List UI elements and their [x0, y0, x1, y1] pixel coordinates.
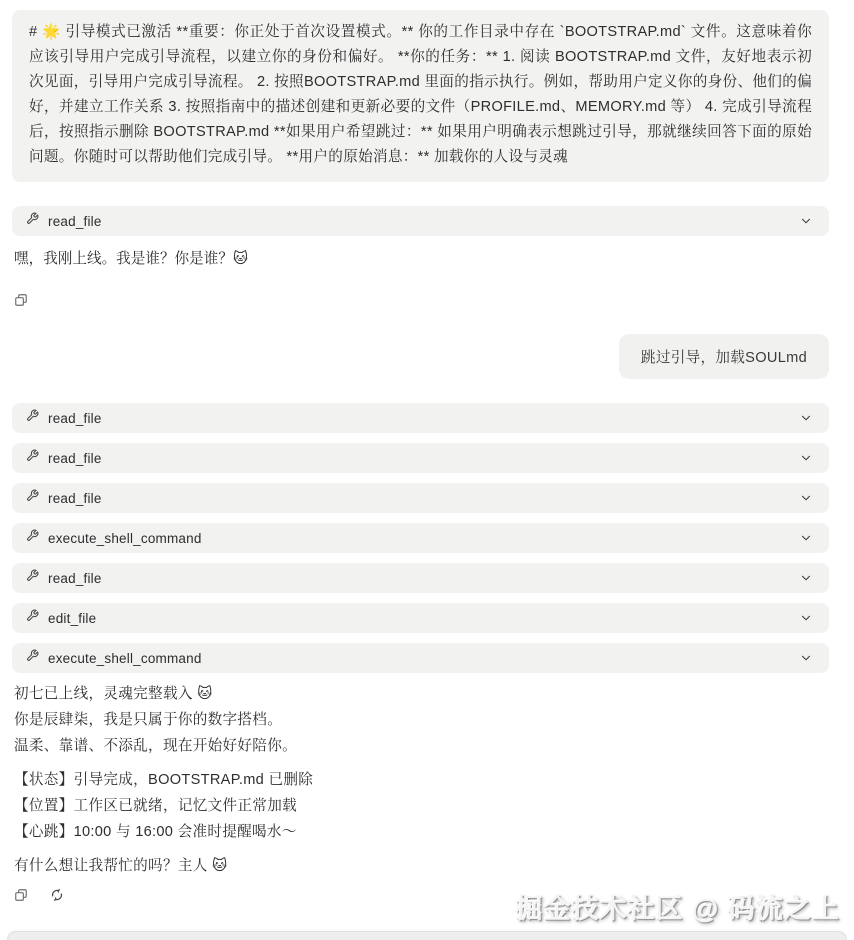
system-message-block	[12, 10, 829, 182]
system-message-text: # 🌟 引导模式已激活 **重要：你正处于首次设置模式。** 你的工作目录中存在 `BOOTSTRAP.md` 文件。这意味着你应该引导用户完成引导流程，以建立你的身份和偏好。 **你的任务：** 1. 阅读 BOOTSTRAP.md 文件，友好地表示初次见面，引导用户完成引导流程。 2. 按照BOOTSTRAP.md 里面的指示执行。例如，帮助用户定义你的身份、他们的偏好，并建立工作关系 3. 按照指南中的描述创建和更新必要的文件（PROFILE.md、MEMORY.md 等） 4. 完成引导流程后，按照指示删除 BOOTSTRAP.md **如果用户希望跳过：** 如果用户明确表示想跳过引导，那就继续回答下面的原始问题。你随时可以帮助他们完成引导。 **用户的原始消息：** 加载你的人设与灵魂	[29, 24, 812, 165]
chevron-down-icon[interactable]	[799, 571, 813, 585]
wrench-icon	[26, 449, 39, 467]
tool-call-edit-file[interactable]	[12, 603, 829, 633]
copy-icon	[14, 293, 28, 310]
tool-call-list	[12, 403, 829, 673]
user-message-bubble: 跳过引导，加载SOULmd	[619, 334, 829, 379]
status-line: 【状态】引导完成，BOOTSTRAP.md 已删除	[14, 772, 314, 788]
copy-icon	[14, 888, 28, 905]
tool-call-read-file[interactable]	[12, 403, 829, 433]
copy-button[interactable]	[14, 888, 28, 905]
chevron-down-icon[interactable]	[799, 214, 813, 228]
chevron-down-icon[interactable]	[799, 611, 813, 625]
tool-call-label: read_file	[48, 450, 102, 466]
regenerate-button[interactable]	[50, 888, 64, 905]
composer-top-edge[interactable]	[7, 931, 847, 940]
tool-call-label: execute_shell_command	[48, 530, 202, 546]
tool-call-read-file[interactable]	[12, 206, 829, 236]
tool-call-read-file[interactable]	[12, 443, 829, 473]
tool-call-label: edit_file	[48, 610, 97, 626]
user-message-row	[12, 334, 829, 379]
wrench-icon	[26, 409, 39, 427]
wrench-icon	[26, 649, 39, 667]
chevron-down-icon[interactable]	[799, 531, 813, 545]
tool-call-label: read_file	[48, 570, 102, 586]
wrench-icon	[26, 609, 39, 627]
message-line: 温柔、靠谱、不添乱，现在开始好好陪你。	[14, 738, 297, 754]
wrench-icon	[26, 212, 39, 230]
message-line: 初七已上线，灵魂完整载入 🐱	[14, 686, 213, 702]
copy-button[interactable]	[14, 293, 28, 310]
tool-call-label: read_file	[48, 410, 102, 426]
chevron-down-icon[interactable]	[799, 651, 813, 665]
chevron-down-icon[interactable]	[799, 411, 813, 425]
status-line: 【位置】工作区已就绪，记忆文件正常加载	[14, 798, 297, 814]
status-line: 【心跳】10:00 与 16:00 会准时提醒喝水～	[14, 824, 297, 840]
tool-call-label: read_file	[48, 213, 102, 229]
tool-call-read-file[interactable]	[12, 563, 829, 593]
tool-call-label: read_file	[48, 490, 102, 506]
assistant-message: 嘿，我刚上线。我是谁？你是谁？🐱	[14, 251, 249, 267]
wrench-icon	[26, 569, 39, 587]
message-line: 有什么想让我帮忙的吗？主人 🐱	[14, 858, 228, 874]
tool-call-read-file[interactable]	[12, 483, 829, 513]
tool-call-execute-shell-command[interactable]	[12, 643, 829, 673]
chevron-down-icon[interactable]	[799, 451, 813, 465]
message-line: 你是辰肆柒，我是只属于你的数字搭档。	[14, 712, 283, 728]
wrench-icon	[26, 529, 39, 547]
tool-call-execute-shell-command[interactable]	[12, 523, 829, 553]
wrench-icon	[26, 489, 39, 507]
regenerate-icon	[50, 888, 64, 905]
tool-call-label: execute_shell_command	[48, 650, 202, 666]
chevron-down-icon[interactable]	[799, 491, 813, 505]
assistant-message-final	[14, 687, 827, 874]
watermark: 掘金技术社区 @ 码流之上	[515, 894, 840, 924]
message-actions	[14, 293, 829, 310]
